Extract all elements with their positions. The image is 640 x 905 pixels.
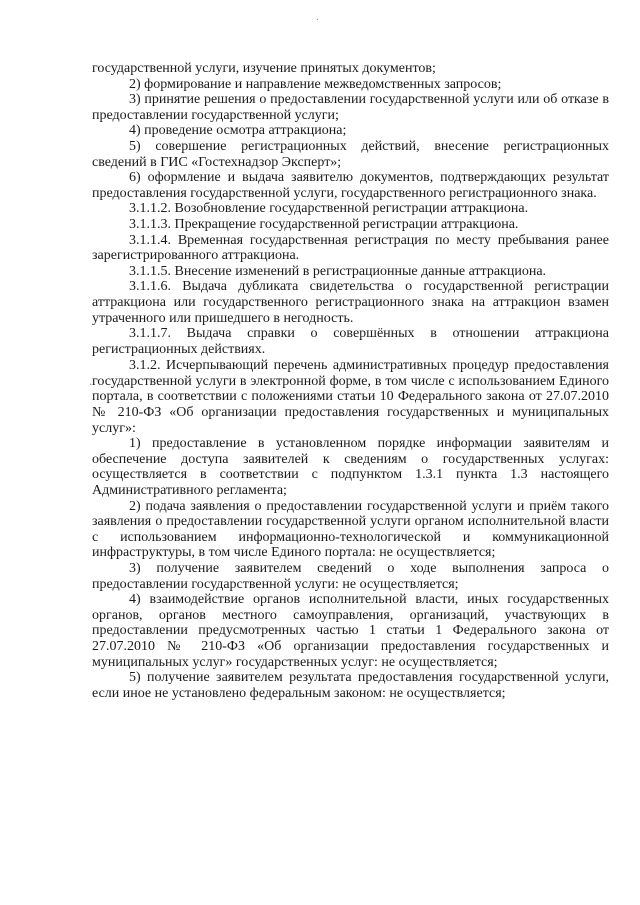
paragraph-continuation: государственной услуги, изучение принятых документов; xyxy=(92,61,436,76)
list-item-6: 6) оформление и выдача заявителю документов, подтверждающих результат предоставления государственной услуги, государственного регистрационного знака. xyxy=(92,170,609,201)
list-item-2: 2) формирование и направление межведомственных запросов; xyxy=(129,76,502,92)
clause-3-1-2: 3.1.2. Исчерпывающий перечень административных процедур предоставления государственной услуги в электронной форме, в том числе с использованием Единого портала, в соответствии с положениями статьи 10 Федерального закона от 27.07.2010 № 210-ФЗ «Об организации предоставления государственных и муниципальных услуг»: xyxy=(92,358,609,436)
scan-dot-mark: . xyxy=(316,12,319,23)
procedure-item-5: 5) получение заявителем результата предоставления государственной услуги, если иное не установлено федеральным законом: не осуществляется; xyxy=(92,670,609,701)
document-body xyxy=(92,61,609,701)
list-item-3: 3) принятие решения о предоставлении государственной услуги или об отказе в предоставлении государственной услуги; xyxy=(92,92,609,123)
procedure-item-1: 1) предоставление в установленном порядке информации заявителям и обеспечение доступа заявителей к сведениям о государственных услугах: осуществляется в соответствии с подпунктом 1.3.1 пункта 1.3 настоящего Административного регламента; xyxy=(92,436,609,499)
clause-3-1-1-4: 3.1.1.4. Временная государственная регистрация по месту пребывания ранее зарегистрированного аттракциона. xyxy=(92,232,609,264)
clause-3-1-1-7: 3.1.1.7. Выдача справки о совершённых в отношении аттракциона регистрационных действиях. xyxy=(92,326,609,357)
clause-3-1-1-5: 3.1.1.5. Внесение изменений в регистрационные данные аттракциона. xyxy=(129,263,547,279)
list-item-5: 5) совершение регистрационных действий, внесение регистрационных сведений в ГИС «Гостехнадзор Эксперт»; xyxy=(92,138,609,170)
procedure-item-2: 2) подача заявления о предоставлении государственной услуги и приём такого заявления о предоставлении государственной услуги органом исполнительной власти с использованием информационно-технологической и коммуникационной инфраструктуры, в том числе Единого портала: не осуществляется; xyxy=(92,498,609,561)
procedure-item-4: 4) взаимодействие органов исполнительной власти, иных государственных органов, органов местного самоуправления, организаций, участвующих в предоставлении предусмотренных частью 1 статьи 1 Федерального закона от 27.07.2010 № 210-ФЗ «Об организации предоставления государственных и муниципальных услуг» государственных услуг: не осуществляется; xyxy=(92,592,609,670)
clause-3-1-1-3: 3.1.1.3. Прекращение государственной регистрации аттракциона. xyxy=(129,216,519,232)
clause-3-1-1-6: 3.1.1.6. Выдача дубликата свидетельства о государственной регистрации аттракциона или государственного регистрационного знака на аттракцион взамен утраченного или пришедшего в негодность. xyxy=(92,279,609,326)
clause-3-1-1-2: 3.1.1.2. Возобновление государственной регистрации аттракциона. xyxy=(129,201,529,217)
procedure-item-3: 3) получение заявителем сведений о ходе выполнения запроса о предоставлении государственной услуги: не осуществляется; xyxy=(92,561,609,592)
list-item-4: 4) проведение осмотра аттракциона; xyxy=(129,123,347,139)
scan-dot-mark: . xyxy=(89,374,93,388)
